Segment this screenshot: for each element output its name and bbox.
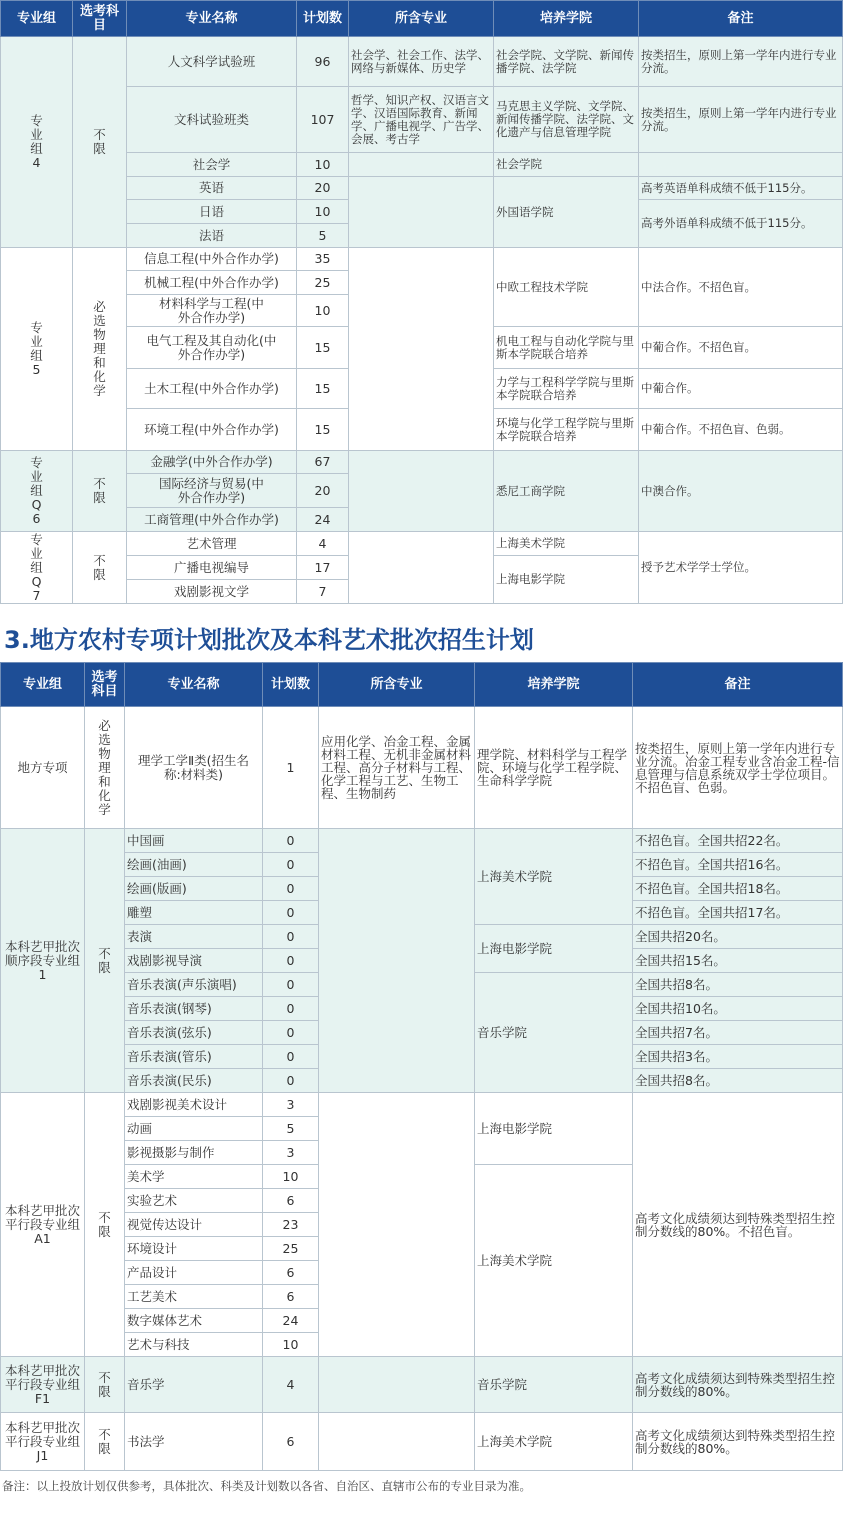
includes-cell: 哲学、知识产权、汉语言文学、汉语国际教育、新闻学、广播电视学、广告学、会展、考古学 [349,87,494,153]
header-note: 备注 [633,663,843,707]
note-cell: 全国共招7名。 [633,1021,843,1045]
count-cell: 3 [263,1141,319,1165]
count-cell: 10 [263,1165,319,1189]
table-row [1,248,843,271]
count-cell: 24 [297,508,349,532]
college-cell: 力学与工程科学学院与里斯本学院联合培养 [494,369,639,409]
count-cell: 35 [297,248,349,271]
subject-cell: 必选物理和化学 [85,707,125,829]
header-count: 计划数 [263,663,319,707]
count-cell: 0 [263,925,319,949]
major-cell: 绘画(油画) [125,853,263,877]
major-cell: 数字媒体艺术 [125,1309,263,1333]
table-row [1,87,843,153]
note-cell: 全国共招3名。 [633,1045,843,1069]
major-cell: 动画 [125,1117,263,1141]
header-college: 培养学院 [475,663,633,707]
table-row [1,532,843,556]
includes-cell [319,1357,475,1413]
note-cell [639,153,843,177]
count-cell: 0 [263,853,319,877]
college-cell: 环境与化学工程学院与里斯本学院联合培养 [494,409,639,451]
count-cell: 0 [263,829,319,853]
subject-cell: 不限 [85,1357,125,1413]
subject-cell: 不限 [73,532,127,604]
includes-cell [349,248,494,451]
college-cell: 上海电影学院 [475,1093,633,1165]
count-cell: 17 [297,556,349,580]
college-cell: 上海美术学院 [475,1165,633,1357]
college-cell: 理学院、材料科学与工程学院、环境与化学工程学院、生命科学学院 [475,707,633,829]
count-cell: 15 [297,369,349,409]
note-cell: 中葡合作。 [639,369,843,409]
note-cell: 中澳合作。 [639,451,843,532]
note-cell: 全国共招10名。 [633,997,843,1021]
college-cell: 上海电影学院 [494,556,639,604]
table-row [1,1093,843,1117]
major-cell: 戏剧影视导演 [125,949,263,973]
table-header-row [1,1,843,37]
note-cell: 中法合作。不招色盲。 [639,248,843,327]
note-cell: 中葡合作。不招色盲。 [639,327,843,369]
group-cell: 本科艺甲批次顺序段专业组1 [1,829,85,1093]
college-cell: 上海美术学院 [475,829,633,925]
header-subject: 选考科目 [73,1,127,37]
header-subject: 选考科目 [85,663,125,707]
header-includes: 所含专业 [349,1,494,37]
note-cell: 按类招生，原则上第一学年内进行专业分流。冶金工程专业含冶金工程-信息管理与信息系统双学士学位项目。不招色盲、色弱。 [633,707,843,829]
count-cell: 25 [263,1237,319,1261]
count-cell: 10 [297,295,349,327]
count-cell: 24 [263,1309,319,1333]
major-cell: 音乐表演(弦乐) [125,1021,263,1045]
major-cell: 文科试验班类 [127,87,297,153]
note-cell: 全国共招8名。 [633,1069,843,1093]
header-includes: 所含专业 [319,663,475,707]
major-cell: 音乐表演(钢琴) [125,997,263,1021]
count-cell: 1 [263,707,319,829]
major-cell: 音乐表演(声乐演唱) [125,973,263,997]
count-cell: 15 [297,409,349,451]
count-cell: 0 [263,997,319,1021]
count-cell: 10 [297,200,349,224]
major-cell: 英语 [127,177,297,200]
college-cell: 社会学院、文学院、新闻传播学院、法学院 [494,37,639,87]
note-cell: 授予艺术学学士学位。 [639,532,843,604]
major-cell: 电气工程及其自动化(中外合作办学) [127,327,297,369]
group-cell: 专业组5 [1,248,73,451]
college-cell: 社会学院 [494,153,639,177]
includes-cell [349,177,494,248]
major-cell: 美术学 [125,1165,263,1189]
major-cell: 中国画 [125,829,263,853]
table-row [1,829,843,853]
count-cell: 23 [263,1213,319,1237]
major-cell: 环境设计 [125,1237,263,1261]
count-cell: 0 [263,1069,319,1093]
table-header-row [1,663,843,707]
table-row [1,707,843,829]
header-count: 计划数 [297,1,349,37]
note-cell: 高考英语单科成绩不低于115分。 [639,177,843,200]
major-cell: 影视摄影与制作 [125,1141,263,1165]
count-cell: 10 [297,153,349,177]
major-cell: 环境工程(中外合作办学) [127,409,297,451]
major-cell: 艺术管理 [127,532,297,556]
count-cell: 4 [263,1357,319,1413]
major-cell: 信息工程(中外合作办学) [127,248,297,271]
major-cell: 广播电视编导 [127,556,297,580]
count-cell: 3 [263,1093,319,1117]
note-cell: 不招色盲。全国共招16名。 [633,853,843,877]
group-cell: 本科艺甲批次平行段专业组J1 [1,1413,85,1471]
major-cell: 表演 [125,925,263,949]
subject-cell: 不限 [85,1413,125,1471]
note-cell: 按类招生，原则上第一学年内进行专业分流。 [639,37,843,87]
count-cell: 0 [263,973,319,997]
count-cell: 0 [263,1045,319,1069]
note-cell: 中葡合作。不招色盲、色弱。 [639,409,843,451]
group-cell: 本科艺甲批次平行段专业组A1 [1,1093,85,1357]
count-cell: 67 [297,451,349,474]
includes-cell [319,1093,475,1357]
section-title: 3.地方农村专项计划批次及本科艺术批次招生计划 [4,626,534,654]
count-cell: 6 [263,1189,319,1213]
major-cell: 社会学 [127,153,297,177]
college-cell: 机电工程与自动化学院与里斯本学院联合培养 [494,327,639,369]
count-cell: 6 [263,1261,319,1285]
note-cell: 不招色盲。全国共招22名。 [633,829,843,853]
college-cell: 上海美术学院 [494,532,639,556]
header-group: 专业组 [1,663,85,707]
table-row [1,153,843,177]
major-cell: 戏剧影视美术设计 [125,1093,263,1117]
subject-cell: 必选物理和化学 [73,248,127,451]
major-cell: 材料科学与工程(中外合作办学) [127,295,297,327]
count-cell: 0 [263,901,319,925]
major-cell: 音乐学 [125,1357,263,1413]
subject-cell: 不限 [73,451,127,532]
header-note: 备注 [639,1,843,37]
college-cell: 上海美术学院 [475,1413,633,1471]
major-cell: 土木工程(中外合作办学) [127,369,297,409]
includes-cell [349,153,494,177]
count-cell: 20 [297,474,349,508]
college-cell: 音乐学院 [475,1357,633,1413]
table-row [1,1357,843,1413]
count-cell: 107 [297,87,349,153]
includes-cell [319,829,475,1093]
includes-cell [319,1413,475,1471]
subject-cell: 不限 [73,37,127,248]
group-cell: 本科艺甲批次平行段专业组F1 [1,1357,85,1413]
college-cell: 悉尼工商学院 [494,451,639,532]
count-cell: 5 [297,224,349,248]
note-cell: 按类招生，原则上第一学年内进行专业分流。 [639,87,843,153]
college-cell: 马克思主义学院、文学院、新闻传播学院、法学院、文化遗产与信息管理学院 [494,87,639,153]
group-cell: 地方专项 [1,707,85,829]
major-cell: 法语 [127,224,297,248]
plan-table-1 [0,0,843,604]
count-cell: 5 [263,1117,319,1141]
header-group: 专业组 [1,1,73,37]
table-row [1,177,843,200]
major-cell: 理学工学Ⅱ类(招生名称:材料类) [125,707,263,829]
count-cell: 25 [297,271,349,295]
count-cell: 6 [263,1285,319,1309]
header-major: 专业名称 [125,663,263,707]
major-cell: 工商管理(中外合作办学) [127,508,297,532]
plan-table-2 [0,662,843,1471]
group-cell: 专业组4 [1,37,73,248]
major-cell: 人文科学试验班 [127,37,297,87]
major-cell: 戏剧影视文学 [127,580,297,604]
count-cell: 20 [297,177,349,200]
includes-cell [349,532,494,604]
college-cell: 上海电影学院 [475,925,633,973]
college-cell: 外国语学院 [494,177,639,248]
subject-cell: 不限 [85,1093,125,1357]
count-cell: 4 [297,532,349,556]
college-cell: 音乐学院 [475,973,633,1093]
note-cell: 高考文化成绩须达到特殊类型招生控制分数线的80%。 [633,1357,843,1413]
count-cell: 0 [263,1021,319,1045]
major-cell: 音乐表演(管乐) [125,1045,263,1069]
footnote: 备注：以上投放计划仅供参考，具体批次、科类及计划数以各省、自治区、直辖市公布的专业目录为准。 [2,1479,531,1493]
note-cell: 高考文化成绩须达到特殊类型招生控制分数线的80%。不招色盲。 [633,1093,843,1357]
note-cell: 不招色盲。全国共招18名。 [633,877,843,901]
table-row [1,1413,843,1471]
major-cell: 艺术与科技 [125,1333,263,1357]
header-college: 培养学院 [494,1,639,37]
group-cell: 专业组Q7 [1,532,73,604]
major-cell: 雕塑 [125,901,263,925]
count-cell: 7 [297,580,349,604]
major-cell: 日语 [127,200,297,224]
note-cell: 全国共招20名。 [633,925,843,949]
major-cell: 产品设计 [125,1261,263,1285]
note-cell: 全国共招8名。 [633,973,843,997]
count-cell: 96 [297,37,349,87]
major-cell: 工艺美术 [125,1285,263,1309]
includes-cell: 社会学、社会工作、法学、网络与新媒体、历史学 [349,37,494,87]
note-cell: 全国共招15名。 [633,949,843,973]
table-row [1,451,843,474]
major-cell: 国际经济与贸易(中外合作办学) [127,474,297,508]
major-cell: 实验艺术 [125,1189,263,1213]
count-cell: 0 [263,949,319,973]
note-cell: 高考外语单科成绩不低于115分。 [639,200,843,248]
header-major: 专业名称 [127,1,297,37]
college-cell: 中欧工程技术学院 [494,248,639,327]
major-cell: 绘画(版画) [125,877,263,901]
count-cell: 10 [263,1333,319,1357]
major-cell: 音乐表演(民乐) [125,1069,263,1093]
major-cell: 机械工程(中外合作办学) [127,271,297,295]
includes-cell: 应用化学、冶金工程、金属材料工程、无机非金属材料工程、高分子材料与工程、化学工程与工艺、生物工程、生物制药 [319,707,475,829]
subject-cell: 不限 [85,829,125,1093]
count-cell: 6 [263,1413,319,1471]
includes-cell [349,451,494,532]
table-row [1,37,843,87]
note-cell: 不招色盲。全国共招17名。 [633,901,843,925]
major-cell: 视觉传达设计 [125,1213,263,1237]
count-cell: 15 [297,327,349,369]
major-cell: 金融学(中外合作办学) [127,451,297,474]
count-cell: 0 [263,877,319,901]
major-cell: 书法学 [125,1413,263,1471]
note-cell: 高考文化成绩须达到特殊类型招生控制分数线的80%。 [633,1413,843,1471]
group-cell: 专业组Q6 [1,451,73,532]
